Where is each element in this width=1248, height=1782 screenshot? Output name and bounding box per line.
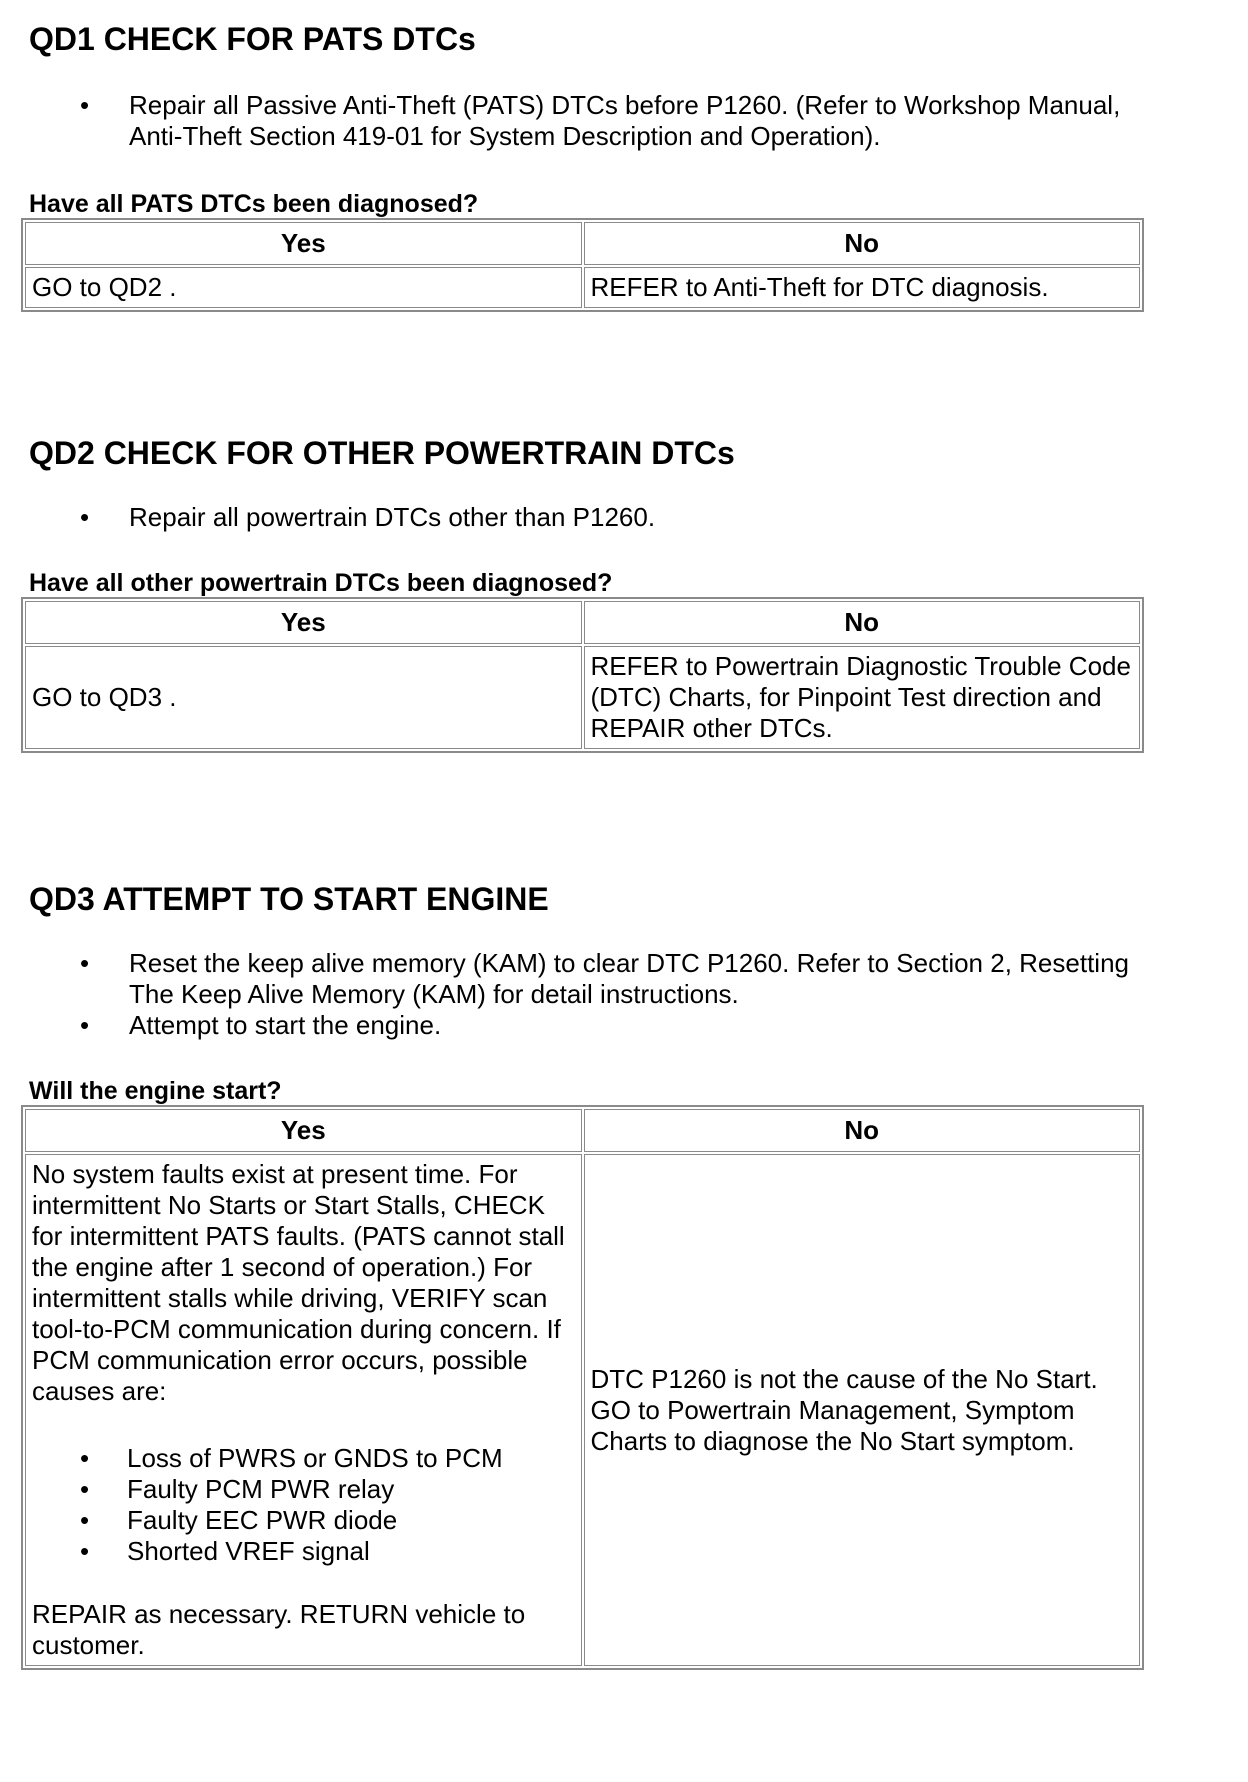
table-header-row <box>25 1109 1140 1152</box>
no-cell: REFER to Powertrain Diagnostic Trouble Code (DTC) Charts, for Pinpoint Test direction and REPAIR other DTCs. <box>584 646 1141 749</box>
answer-table <box>21 597 1144 753</box>
yes-intro: No system faults exist at present time. For intermittent No Starts or Start Stalls, CHECK for intermittent PATS faults. (PATS cannot stall the engine after 1 second of operation.) For intermittent stalls while driving, VERIFY scan tool-to-PCM communication during concern. If PCM communication error occurs, possible causes are: <box>32 1159 565 1406</box>
cause-item: • Faulty EEC PWR diode <box>32 1505 575 1536</box>
yes-cell <box>25 1154 582 1666</box>
table-row <box>25 1154 1140 1666</box>
no-header: No <box>584 222 1141 265</box>
instruction-list <box>29 948 1144 1041</box>
answer-table <box>21 218 1144 312</box>
yes-header: Yes <box>25 222 582 265</box>
cause-item: • Faulty PCM PWR relay <box>32 1474 575 1505</box>
no-cell: DTC P1260 is not the cause of the No Start. GO to Powertrain Management, Symptom Charts to diagnose the No Start symptom. <box>584 1154 1141 1666</box>
instruction-item: • Repair all Passive Anti-Theft (PATS) DTCs before P1260. (Refer to Workshop Manual, Anti-Theft Section 419-01 for System Description and Operation). <box>29 90 1144 152</box>
section-qd2 <box>29 434 1144 753</box>
section-qd1 <box>29 20 1144 312</box>
no-cell: REFER to Anti-Theft for DTC diagnosis. <box>584 267 1141 308</box>
question: Have all other powertrain DTCs been diagnosed? <box>29 569 613 597</box>
possible-causes-list <box>32 1443 575 1567</box>
instruction-item: • Repair all powertrain DTCs other than P1260. <box>29 502 1144 533</box>
section-heading: QD2 CHECK FOR OTHER POWERTRAIN DTCs <box>29 435 735 471</box>
yes-outro: REPAIR as necessary. RETURN vehicle to customer. <box>32 1599 526 1660</box>
table-row <box>25 646 1140 749</box>
answer-table <box>21 1105 1144 1670</box>
instruction-list <box>29 90 1144 152</box>
no-header: No <box>584 1109 1141 1152</box>
table-row <box>25 267 1140 308</box>
yes-cell: GO to QD2 . <box>25 267 582 308</box>
yes-cell: GO to QD3 . <box>25 646 582 749</box>
question: Have all PATS DTCs been diagnosed? <box>29 190 479 218</box>
section-heading: QD1 CHECK FOR PATS DTCs <box>29 21 476 57</box>
instruction-item: • Reset the keep alive memory (KAM) to clear DTC P1260. Refer to Section 2, Resetting The Keep Alive Memory (KAM) for detail instructions. <box>29 948 1144 1010</box>
table-header-row <box>25 222 1140 265</box>
no-header: No <box>584 601 1141 644</box>
cause-item: • Loss of PWRS or GNDS to PCM <box>32 1443 575 1474</box>
cause-item: • Shorted VREF signal <box>32 1536 575 1567</box>
yes-header: Yes <box>25 1109 582 1152</box>
instruction-item: • Attempt to start the engine. <box>29 1010 1144 1041</box>
section-qd3 <box>29 880 1144 1670</box>
section-heading: QD3 ATTEMPT TO START ENGINE <box>29 881 549 917</box>
instruction-list <box>29 502 1144 533</box>
question: Will the engine start? <box>29 1077 282 1105</box>
yes-header: Yes <box>25 601 582 644</box>
table-header-row <box>25 601 1140 644</box>
